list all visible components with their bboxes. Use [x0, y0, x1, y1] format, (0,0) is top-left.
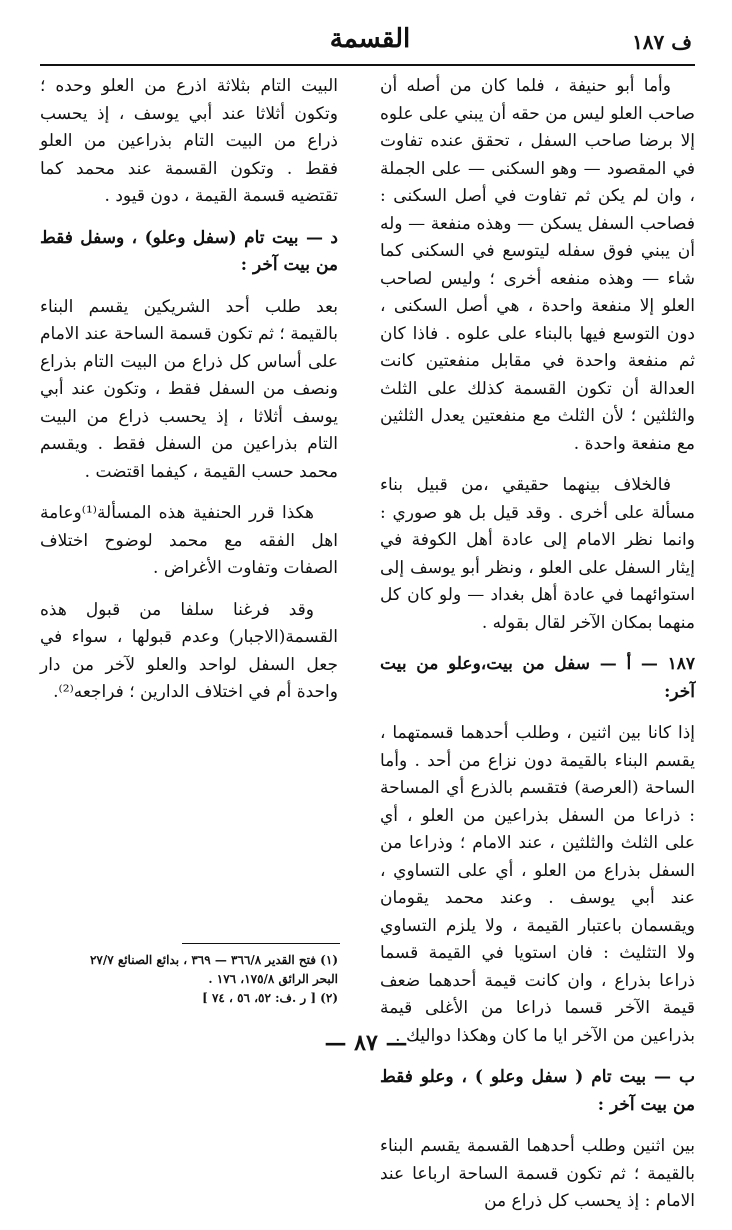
- footnote-rule: [182, 943, 340, 944]
- paragraph: البيت التام بثلاثة اذرع من العلو وحده ؛ وتكون أثلاثا عند أبي يوسف ، إذ يحسب ذراع من البيت التام بذراعين من العلو فقط . وتكون القسمة عند محمد كما تقتضيه قسمة القيمة ، دون قيود .: [40, 76, 338, 206]
- paragraph: فالخلاف بينهما حقيقي ،من قبيل بناء مسألة على أخرى . وقد قيل بل هو صوري : وانما نظر الامام إلى عادة أهل الكوفة في إيثار السفل على العلو ، ونظر أبو يوسف إلى استوائهما في عادة أهل بغداد — ولو كان كل منهما بمكان الآخر لقال بقوله .: [380, 475, 695, 633]
- page-header: [40, 22, 692, 66]
- paragraph: هكذا قرر الحنفية هذه المسألة⁽¹⁾وعامة اهل الفقه مع محمد لوضوح اختلاف الصفات وتفاوت الأغراض .: [40, 503, 338, 578]
- header-rule: [40, 64, 695, 66]
- paragraph: بين اثنين وطلب أحدهما القسمة يقسم البناء بالقيمة ؛ ثم تكون قسمة الساحة ارباعا عند الامام : إذ يحسب كل ذراع من: [380, 1136, 695, 1211]
- footnotes: [40, 951, 338, 1008]
- footnote-2: (٢) [ ر .ف: ٥٢، ٥٦ ، ٧٤ ]: [202, 991, 338, 1005]
- section-heading: ١٨٧ — أ — سفل من بيت،وعلو من بيت آخر:: [380, 654, 695, 702]
- right-column: [380, 73, 695, 1230]
- section-heading: د — بيت تام (سفل وعلو) ، وسفل فقط من بيت آخر :: [40, 227, 338, 275]
- footnote-1-continued: البحر الرائق ١٧٥/٨، ١٧٦ .: [208, 972, 338, 986]
- section-number: ف ١٨٧: [632, 30, 692, 54]
- footnote-1: (١) فتح القدير ٣٦٦/٨ — ٣٦٩ ، بدائع الصنائع ٢٧/٧: [89, 953, 338, 967]
- section-heading: ب — بيت تام ( سفل وعلو ) ، وعلو فقط من بيت آخر :: [380, 1067, 695, 1115]
- book-title-logo: القسمة: [329, 24, 411, 54]
- paragraph: وقد فرغنا سلفا من قبول هذه القسمة(الاجبار) وعدم قبولها ، سواء في جعل السفل لواحد والعلو لآخر من دار واحدة أم في اختلاف الدارين ؛ فراجعه⁽²⁾.: [40, 599, 338, 702]
- paragraph: وأما أبو حنيفة ، فلما كان من أصله أن صاحب العلو ليس من حقه أن يبني على علوه إلا برضا صاحب السفل ، تحقق عنده تفاوت في المقصود — وهو السكنى — على الجملة ، وان لم يكن ثم تفاوت في أصل السكنى : فصاحب السفل يسكن — وهذه منفعة — وله أن يبني فوق سفله ليتوسع في السكنى كما شاء — وهذه منفعه أخرى ؛ وليس لصاحب العلو إلا منفعة واحدة ، هي أصل السكنى ، دون التوسع فيها بالبناء على علوه . فاذا كان ثم منفعة واحدة في مقابل منفعتين كانت العدالة أن تكون القسمة كذلك على الثلث والثلثين ؛ لأن الثلث مع منفعتين يعدل الثلثين مع منفعة واحدة .: [380, 76, 695, 454]
- left-column: [40, 73, 338, 721]
- paragraph: بعد طلب أحد الشريكين يقسم البناء بالقيمة ؛ ثم تكون قسمة الساحة عند الامام على أساس كل ذراع من البيت التام بذراع ونصف من السفل فقط ، وتكون عند أبي يوسف أثلاثا ، إذ يحسب ذراع من البيت التام بذراعين من السفل فقط . ويقسم محمد حسب القيمة ، كيفما اقتضت .: [40, 296, 338, 482]
- page-number: — ٨٧ —: [324, 1030, 408, 1056]
- paragraph: إذا كانا بين اثنين ، وطلب أحدهما قسمتهما ، يقسم البناء بالقيمة دون نزاع من أحد . وأما الساحة (العرصة) فتقسم بالذرع أي المساحة : ذراعا من السفل بذراعين من العلو ، أي على الثلث والثلثين ، عند الامام ؛ وذراعا من السفل بذراع من العلو ، أي على التساوي ، عند أبي يوسف . وعند محمد يقومان ويقسمان باعتبار القيمة ، ولا يلزم التساوي ولا التثليث : فان استويا في القيمة قسما ذراعا بذراع ، وان كانت قيمة أحدهما ضعف قيمة الآخر قسما ذراعا من الأغلى قيمة بذراعين من الآخر ايا ما كان وهكذا دواليك .: [380, 723, 695, 1046]
